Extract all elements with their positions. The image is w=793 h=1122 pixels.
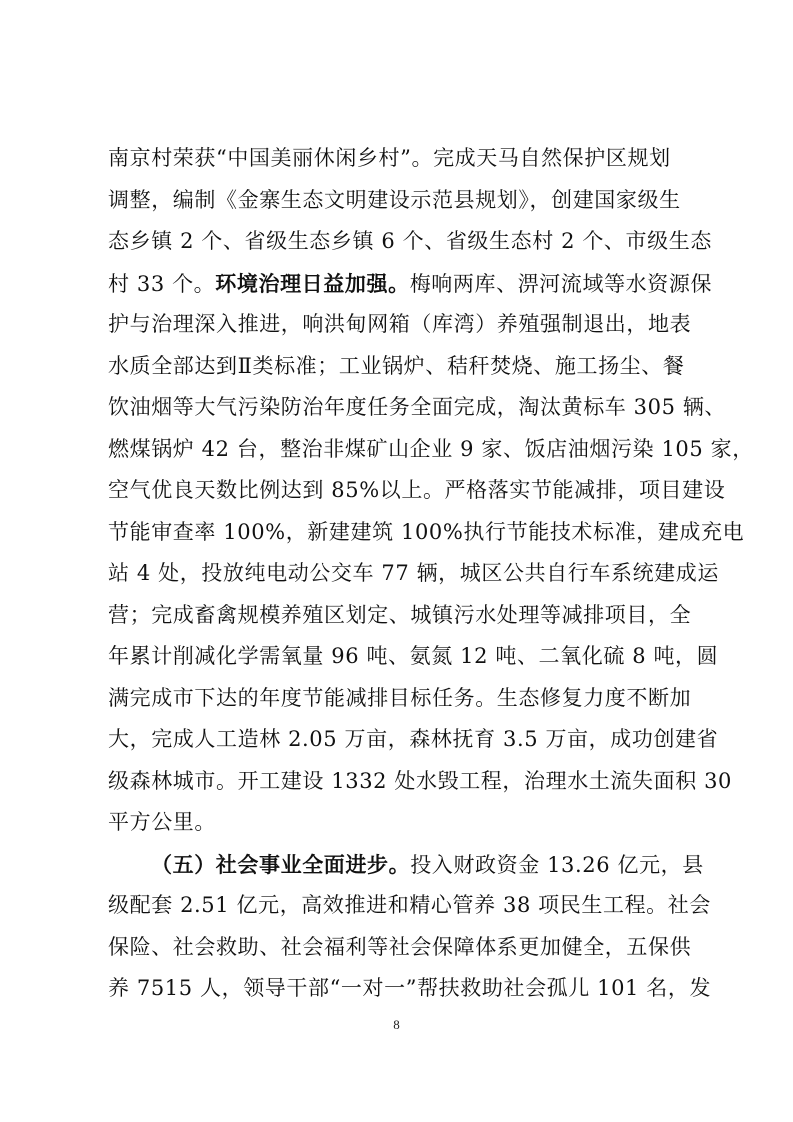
text-line: 护与治理深入推进，响洪甸网箱（库湾）养殖强制退出，地表 [108, 312, 692, 336]
text-line: 燃煤锅炉 42 台，整治非煤矿山企业 9 家、饭店油烟污染 105 家， [108, 436, 754, 461]
text-line: 满完成市下达的年度节能减排目标任务。生态修复力度不断加 [108, 685, 692, 710]
text-line: 水质全部达到Ⅱ类标准；工业锅炉、秸秆焚烧、施工扬尘、餐 [108, 353, 685, 378]
text-line [108, 263, 713, 305]
text-run: 梅响两库、淠河流域等水资源保 [409, 271, 713, 296]
text-line: 站 4 处，投放纯电动公交车 77 辆，城区公共自行车系统建成运 [108, 561, 719, 585]
text-line [108, 844, 704, 886]
text-line: 态乡镇 2 个、省级生态乡镇 6 个、省级生态村 2 个、市级生态 [108, 229, 712, 253]
text-line: 饮油烟等大气污染防治年度任务全面完成，淘汰黄标车 305 辆、 [108, 395, 727, 419]
text-run: 村 33 个。 [108, 271, 216, 296]
body-text [108, 138, 754, 1010]
paragraph-social [108, 844, 712, 1010]
section-heading-social: （五）社会事业全面进步。 [151, 851, 411, 877]
section-heading-environment: 环境治理日益加强。 [215, 270, 410, 296]
text-line: 级森林城市。开工建设 1332 处水毁工程，治理水土流失面积 30 [108, 768, 732, 793]
text-line: 空气优良天数比例达到 85%以上。严格落实节能减排，项目建设 [108, 478, 726, 502]
paragraph-environment [108, 138, 754, 844]
text-line: 大，完成人工造林 2.05 万亩，森林抚育 3.5 万亩，成功创建省 [108, 727, 719, 751]
text-line: 平方公里。 [108, 810, 216, 834]
text-line: 年累计削减化学需氧量 96 吨、氨氮 12 吨、二氧化硫 8 吨，圆 [108, 644, 719, 668]
text-line: 南京村荣获“中国美丽休闲乡村”。完成天马自然保护区规划 [108, 146, 671, 170]
text-line: 调整，编制《金寨生态文明建设示范县规划》，创建国家级生 [108, 187, 681, 212]
text-line: 营；完成畜禽规模养殖区划定、城镇污水处理等减排项目，全 [108, 602, 692, 627]
text-run: 投入财政资金 13.26 亿元，县 [410, 852, 704, 877]
text-line: 养 7515 人，领导干部“一对一”帮扶救助社会孤儿 101 名，发 [108, 976, 712, 1000]
page-number: 8 [393, 1017, 400, 1032]
text-line: 保险、社会救助、社会福利等社会保障体系更加健全，五保供 [108, 934, 692, 959]
text-line: 级配套 2.51 亿元，高效推进和精心管养 38 项民生工程。社会 [108, 893, 711, 917]
text-line: 节能审查率 100%，新建建筑 100%执行节能技术标准，建成充电 [108, 519, 745, 544]
